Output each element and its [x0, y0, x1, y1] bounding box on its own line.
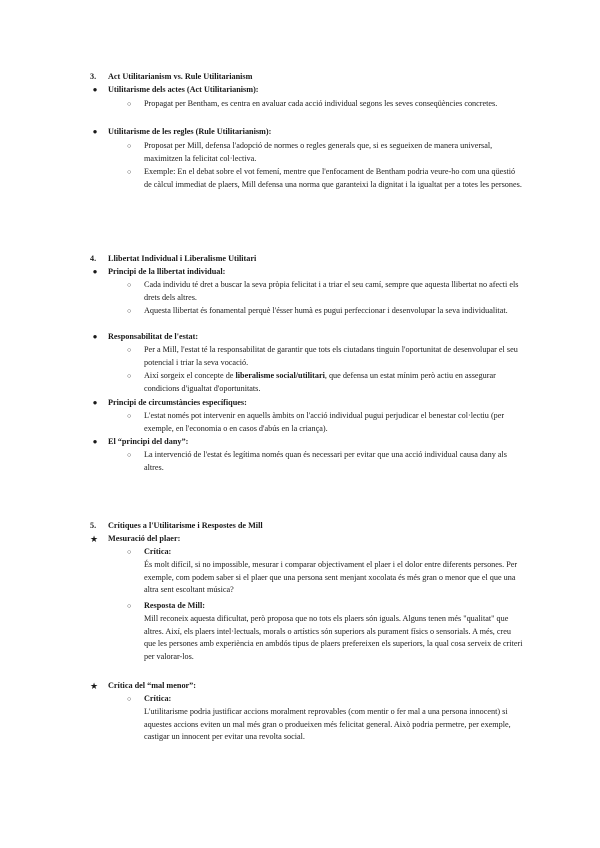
circle-bullet-icon: ○	[127, 100, 132, 108]
item-heading: Principi de circumstàncies específiques:	[108, 398, 247, 407]
sub-list-item	[127, 98, 524, 111]
sub-list-item	[127, 140, 524, 165]
sub-list-item	[127, 166, 524, 191]
sub-list-item	[127, 449, 524, 474]
bullet-icon: ●	[92, 398, 98, 407]
sub-item-text: És molt difícil, si no impossible, mesurar i comparar objectivament el plaer i el dolor entre diferents persones. Per exemple, com podem saber si el plaer que una persona sent menjant xocolata és més gran o menor que el que una altra sent escoltant música?	[144, 560, 518, 595]
sub-item-text: Mill reconeix aquesta dificultat, però proposa que no tots els plaers són iguals. Alguns tenen més "qualitat" que altres. Així, els plaers intel·lectuals, morals o artístics són superiors als purament físics o sensorials. A més, creu que les persones amb experiència en ambdós tipus de plaers prefereixen els superiors, la qual cosa serveix de criteri per valorar-los.	[144, 614, 523, 661]
item-heading: Mesuració del plaer:	[108, 534, 181, 543]
list-item	[92, 84, 528, 97]
list-item	[89, 533, 528, 546]
sub-item-heading: Crítica:	[144, 547, 172, 556]
bold-term: liberalisme social/utilitari	[235, 371, 325, 380]
sub-list-item	[127, 600, 524, 613]
sub-item-text: Cada individu té dret a buscar la seva pròpia felicitat i a triar el seu camí, sempre que aquesta llibertat no afecti els drets dels altres.	[144, 280, 519, 302]
sub-item-text: , que defensa un estat mínim però actiu en assegurar condicions d'igualtat d'oportunitats.	[144, 371, 496, 393]
sub-item-heading: Crítica:	[144, 694, 172, 703]
sub-item-text: Així sorgeix el concepte de	[144, 371, 236, 380]
sub-item-text: Propagat per Bentham, es centra en avaluar cada acció individual segons les seves conseqüències concretes.	[144, 99, 498, 108]
item-heading: Principi de la llibertat individual:	[108, 267, 226, 276]
circle-bullet-icon: ○	[127, 695, 132, 703]
section-title-text: Act Utilitarianism vs. Rule Utilitarianism	[108, 72, 253, 81]
sub-item-heading: Resposta de Mill:	[144, 601, 205, 610]
circle-bullet-icon: ○	[127, 451, 132, 459]
circle-bullet-icon: ○	[127, 346, 132, 354]
star-icon: ★	[89, 681, 99, 691]
sub-list-item	[127, 370, 524, 395]
item-heading: El “principi del dany”:	[108, 437, 189, 446]
bullet-icon: ●	[92, 127, 98, 136]
section-3-title	[90, 71, 252, 84]
list-item	[92, 436, 528, 449]
sub-item-text: L'estat només pot intervenir en aquells àmbits on l'acció individual pugui perjudicar el benestar col·lectiu (per exemple, en l'economia o en casos d'abús en la criança).	[144, 411, 505, 433]
section-4-title	[90, 253, 256, 266]
item-heading: Responsabilitat de l'estat:	[108, 332, 199, 341]
circle-bullet-icon: ○	[127, 168, 132, 176]
sub-item-text: Exemple: En el debat sobre el vot femení, mentre que l'enfocament de Bentham podria veure-ho com una qüestió de càlcul immediat de plaers, Mill defensa una norma que garanteixi la dignitat i la igualtat per a totes les persones.	[144, 167, 522, 189]
sub-item-body	[144, 559, 524, 597]
star-icon: ★	[89, 534, 99, 544]
section-number: 4.	[90, 254, 97, 263]
circle-bullet-icon: ○	[127, 281, 132, 289]
circle-bullet-icon: ○	[127, 372, 132, 380]
sub-list-item	[127, 410, 524, 435]
sub-list-item	[127, 305, 524, 318]
list-item	[92, 126, 528, 139]
circle-bullet-icon: ○	[127, 602, 132, 610]
list-item	[92, 331, 528, 344]
list-item	[89, 680, 528, 693]
sub-list-item	[127, 693, 524, 706]
bullet-icon: ●	[92, 437, 98, 446]
section-title-text: Llibertat Individual i Liberalisme Utilitari	[108, 254, 257, 263]
section-5-title	[90, 520, 263, 533]
list-item	[92, 266, 528, 279]
sub-list-item	[127, 344, 524, 369]
sub-item-body	[144, 613, 524, 663]
circle-bullet-icon: ○	[127, 548, 132, 556]
list-item	[92, 397, 528, 410]
bullet-icon: ●	[92, 85, 98, 94]
section-number: 5.	[90, 521, 97, 530]
sub-item-text: Proposat per Mill, defensa l'adopció de normes o regles generals que, si es segueixen de manera universal, maximitzen la felicitat col·lectiva.	[144, 141, 493, 163]
circle-bullet-icon: ○	[127, 412, 132, 420]
circle-bullet-icon: ○	[127, 307, 132, 315]
circle-bullet-icon: ○	[127, 142, 132, 150]
sub-item-text: Per a Mill, l'estat té la responsabilitat de garantir que tots els ciutadans tinguin l'oportunitat de desenvolupar el seu potencial i triar la seva vocació.	[144, 345, 518, 367]
item-heading: Utilitarisme de les regles (Rule Utilitarianism):	[108, 127, 272, 136]
bullet-icon: ●	[92, 267, 98, 276]
bullet-icon: ●	[92, 332, 98, 341]
item-heading: Utilitarisme dels actes (Act Utilitarianism):	[108, 85, 259, 94]
section-title-text: Crítiques a l'Utilitarisme i Respostes de Mill	[108, 521, 263, 530]
sub-list-item	[127, 279, 524, 304]
sub-list-item	[127, 546, 524, 559]
item-heading: Crítica del “mal menor”:	[108, 681, 196, 690]
sub-item-body	[144, 706, 524, 744]
sub-item-text: Aquesta llibertat és fonamental perquè l'ésser humà es pugui perfeccionar i desenvolupar la seva individualitat.	[144, 306, 508, 315]
sub-item-text: L'utilitarisme podria justificar accions moralment reprovables (com mentir o fer mal a una persona innocent) si aquestes accions eviten un mal més gran o produeixen més felicitat general. Això podria permetre, per exemple, castigar un innocent per evitar una revolta social.	[144, 707, 511, 742]
sub-item-text: La intervenció de l'estat és legítima només quan és necessari per evitar que una acció individual causa dany als altres.	[144, 450, 507, 472]
section-number: 3.	[90, 72, 97, 81]
